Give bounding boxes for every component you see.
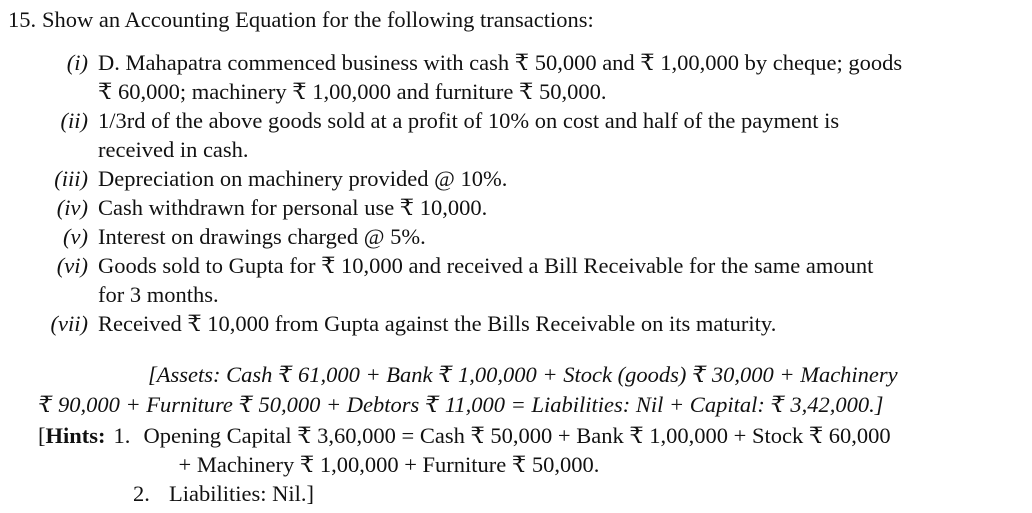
list-item bbox=[0, 193, 1032, 222]
hint-line-2: + Machinery ₹ 1,00,000 + Furniture ₹ 50,000. bbox=[178, 452, 600, 477]
answer-block bbox=[38, 360, 1010, 420]
list-item-line2: ₹ 60,000; machinery ₹ 1,00,000 and furniture ₹ 50,000. bbox=[98, 79, 607, 104]
list-item-line2: for 3 months. bbox=[98, 282, 219, 307]
list-item-marker: (iii) bbox=[54, 166, 88, 191]
list-item-body bbox=[98, 48, 1032, 106]
list-item-body: Received ₹ 10,000 from Gupta against the Bills Receivable on its maturity. bbox=[98, 311, 777, 336]
list-item-body: Cash withdrawn for personal use ₹ 10,000. bbox=[98, 195, 488, 220]
question-prompt: Show an Accounting Equation for the following transactions: bbox=[42, 7, 594, 32]
list-item-marker: (vi) bbox=[56, 253, 88, 278]
list-item-marker: (v) bbox=[63, 224, 88, 249]
hints-label-text: Hints: bbox=[45, 423, 106, 448]
list-item-body bbox=[98, 106, 1032, 164]
transaction-list bbox=[0, 48, 1032, 338]
list-item-line1: Goods sold to Gupta for ₹ 10,000 and received a Bill Receivable for the same amount bbox=[98, 253, 874, 278]
answer-line-1: [Assets: Cash ₹ 61,000 + Bank ₹ 1,00,000 + Stock (goods) ₹ 30,000 + Machinery bbox=[148, 362, 898, 387]
list-item-marker: (i) bbox=[66, 50, 88, 75]
hint-row bbox=[38, 479, 1023, 508]
hints-label bbox=[38, 421, 106, 450]
hint-row bbox=[38, 421, 1023, 479]
question-number: 15. bbox=[8, 7, 37, 32]
hint-text bbox=[144, 421, 1023, 479]
hints-block bbox=[38, 421, 1023, 508]
hint-number: 1. bbox=[113, 423, 131, 448]
answer-line-2: ₹ 90,000 + Furniture ₹ 50,000 + Debtors ₹ 11,000 = Liabilities: Nil + Capital: ₹ 3,42,000.] bbox=[38, 392, 884, 417]
list-item bbox=[0, 222, 1032, 251]
list-item-body: Interest on drawings charged @ 5%. bbox=[98, 224, 426, 249]
list-item bbox=[0, 251, 1032, 309]
hints-open-bracket: [ bbox=[38, 423, 46, 448]
hint-text: Liabilities: Nil.] bbox=[169, 481, 314, 506]
hint-number: 2. bbox=[133, 481, 150, 506]
list-item-marker: (iv) bbox=[56, 195, 88, 220]
list-item-line1: D. Mahapatra commenced business with cash ₹ 50,000 and ₹ 1,00,000 by cheque; goods bbox=[98, 50, 903, 75]
list-item-body: Depreciation on machinery provided @ 10%. bbox=[98, 166, 508, 191]
list-item-body bbox=[98, 251, 1032, 309]
list-item bbox=[0, 48, 1032, 106]
list-item-marker: (vii) bbox=[50, 311, 88, 336]
list-item-line1: 1/3rd of the above goods sold at a profit of 10% on cost and half of the payment is bbox=[98, 108, 840, 133]
list-item-line2: received in cash. bbox=[98, 137, 249, 162]
list-item bbox=[0, 309, 1032, 338]
list-item bbox=[0, 106, 1032, 164]
question-heading bbox=[8, 6, 1018, 34]
list-item bbox=[0, 164, 1032, 193]
hint-line-1: Opening Capital ₹ 3,60,000 = Cash ₹ 50,000 + Bank ₹ 1,00,000 + Stock ₹ 60,000 bbox=[143, 423, 891, 448]
list-item-marker: (ii) bbox=[60, 108, 88, 133]
